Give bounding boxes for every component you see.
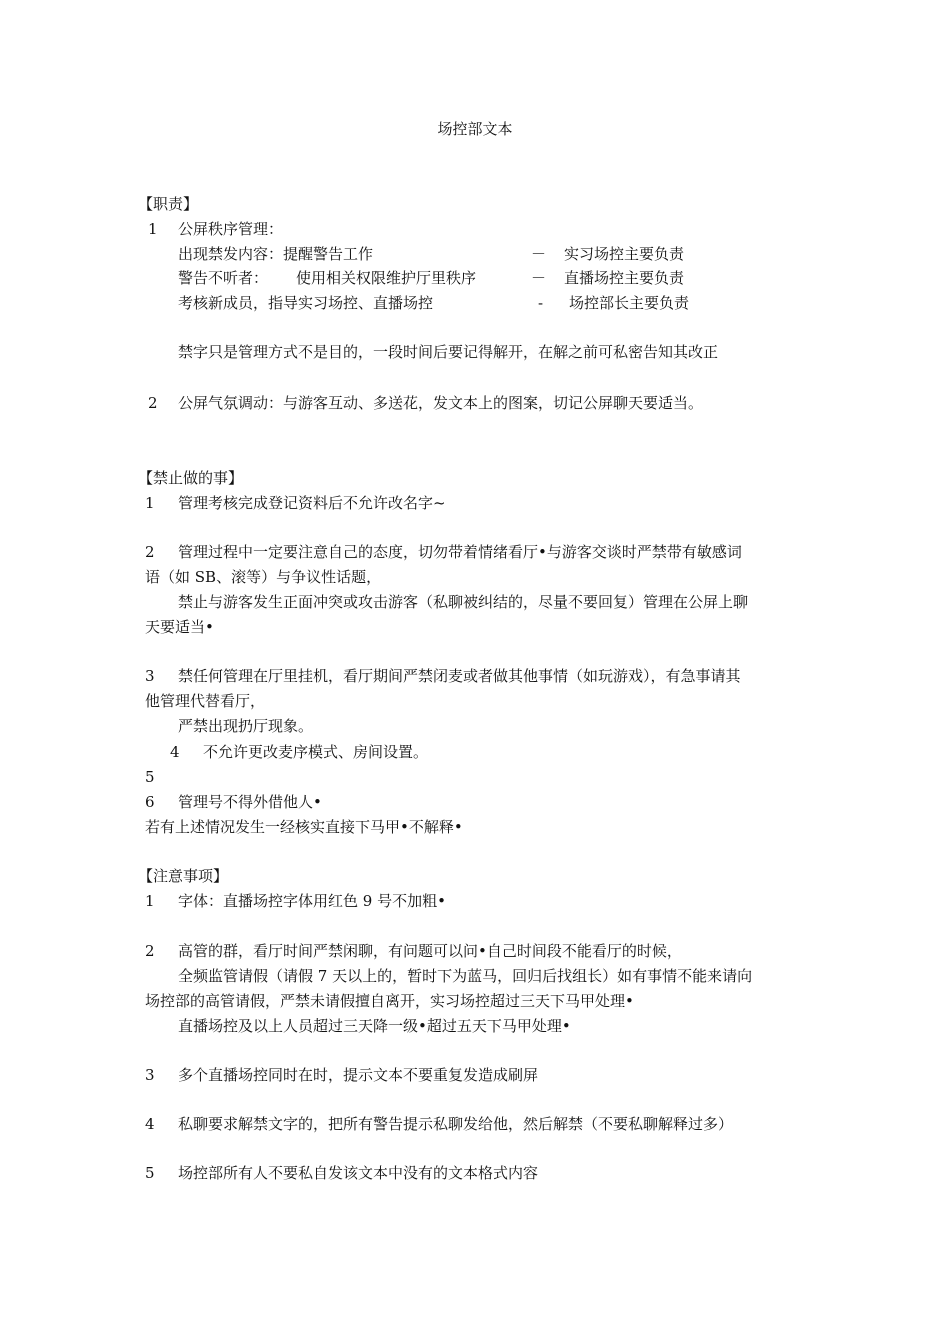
prohibited-footer: 若有上述情况发生一经核实直接下马甲•不解释•	[145, 818, 463, 836]
duties-row3-task: 考核新成员，指导实习场控、直播场控	[178, 294, 434, 312]
notes-item3-text: 多个直播场控同时在时，提示文本不要重复发造成刷屏	[178, 1066, 539, 1084]
duties-row3-owner: 场控部长主要负责	[569, 294, 690, 312]
prohibited-item4-number: 4	[170, 743, 180, 761]
duties-item1-number: 1	[148, 220, 158, 238]
notes-item5-number: 5	[145, 1164, 155, 1182]
notes-item5-text: 场控部所有人不要私自发该文本中没有的文本格式内容	[178, 1164, 539, 1182]
duties-item2-number: 2	[148, 394, 158, 412]
prohibited-item1-number: 1	[145, 494, 155, 512]
notes-item2-number: 2	[145, 942, 155, 960]
notes-item3-number: 3	[145, 1066, 155, 1084]
prohibited-item2-line4: 天要适当•	[145, 618, 214, 636]
duties-row3-dash: -	[538, 294, 544, 312]
duties-item1-note: 禁字只是管理方式不是目的，一段时间后要记得解开，在解之前可私密告知其改正	[178, 343, 719, 361]
notes-item1-number: 1	[145, 892, 155, 910]
duties-row1-owner: 实习场控主要负责	[564, 245, 685, 263]
prohibited-item3-number: 3	[145, 667, 155, 685]
notes-item1-text: 字体：直播场控字体用红色 9 号不加粗•	[178, 892, 446, 910]
notes-item4-text: 私聊要求解禁文字的，把所有警告提示私聊发给他，然后解禁（不要私聊解释过多）	[178, 1115, 734, 1133]
duties-row1-task: 出现禁发内容：提醒警告工作	[178, 245, 374, 263]
prohibited-item2-line2: 语（如 SB、滚等）与争议性话题，	[145, 568, 382, 586]
prohibited-item5-number: 5	[145, 768, 155, 786]
notes-item2-line2: 全频监管请假（请假 7 天以上的，暂时下为蓝马，回归后找组长）如有事情不能来请向	[178, 967, 753, 985]
notes-item4-number: 4	[145, 1115, 155, 1133]
duties-row2-task-detail: 使用相关权限维护厅里秩序	[296, 269, 477, 287]
prohibited-item2-number: 2	[145, 543, 155, 561]
duties-heading: 【职责】	[138, 195, 199, 213]
duties-item2-text: 公屏气氛调动：与游客互动、多送花，发文本上的图案，切记公屏聊天要适当。	[178, 394, 704, 412]
prohibited-item1-text: 管理考核完成登记资料后不允许改名字~	[178, 494, 446, 512]
duties-row2-task: 警告不听者：	[178, 269, 269, 287]
prohibited-item2-line1: 管理过程中一定要注意自己的态度，切勿带着情绪看厅•与游客交谈时严禁带有敏感词	[178, 543, 742, 561]
notes-item2-line1: 高管的群，看厅时间严禁闲聊，有问题可以问•自己时间段不能看厅的时候，	[178, 942, 682, 960]
duties-row2-dash: －	[531, 269, 547, 287]
prohibited-heading: 【禁止做的事】	[138, 469, 244, 487]
prohibited-item6-number: 6	[145, 793, 155, 811]
prohibited-item3-line3: 严禁出现扔厅现象。	[178, 717, 314, 735]
notes-item2-line4: 直播场控及以上人员超过三天降一级•超过五天下马甲处理•	[178, 1017, 571, 1035]
prohibited-item3-line1: 禁任何管理在厅里挂机，看厅期间严禁闭麦或者做其他事情（如玩游戏），有急事请其	[178, 667, 741, 685]
duties-item1-title: 公屏秩序管理：	[178, 220, 284, 238]
prohibited-item2-line3: 禁止与游客发生正面冲突或攻击游客（私聊被纠结的，尽量不要回复）管理在公屏上聊	[178, 593, 749, 611]
notes-heading: 【注意事项】	[138, 867, 229, 885]
prohibited-item4-text: 不允许更改麦序模式、房间设置。	[203, 743, 429, 761]
page-title: 场控部文本	[437, 120, 513, 138]
prohibited-item3-line2: 他管理代替看厅，	[145, 692, 266, 710]
notes-item2-line3: 场控部的高管请假，严禁未请假擅自离开，实习场控超过三天下马甲处理•	[145, 992, 634, 1010]
duties-row2-owner: 直播场控主要负责	[564, 269, 685, 287]
duties-row1-dash: －	[531, 245, 547, 263]
prohibited-item6-text: 管理号不得外借他人•	[178, 793, 322, 811]
